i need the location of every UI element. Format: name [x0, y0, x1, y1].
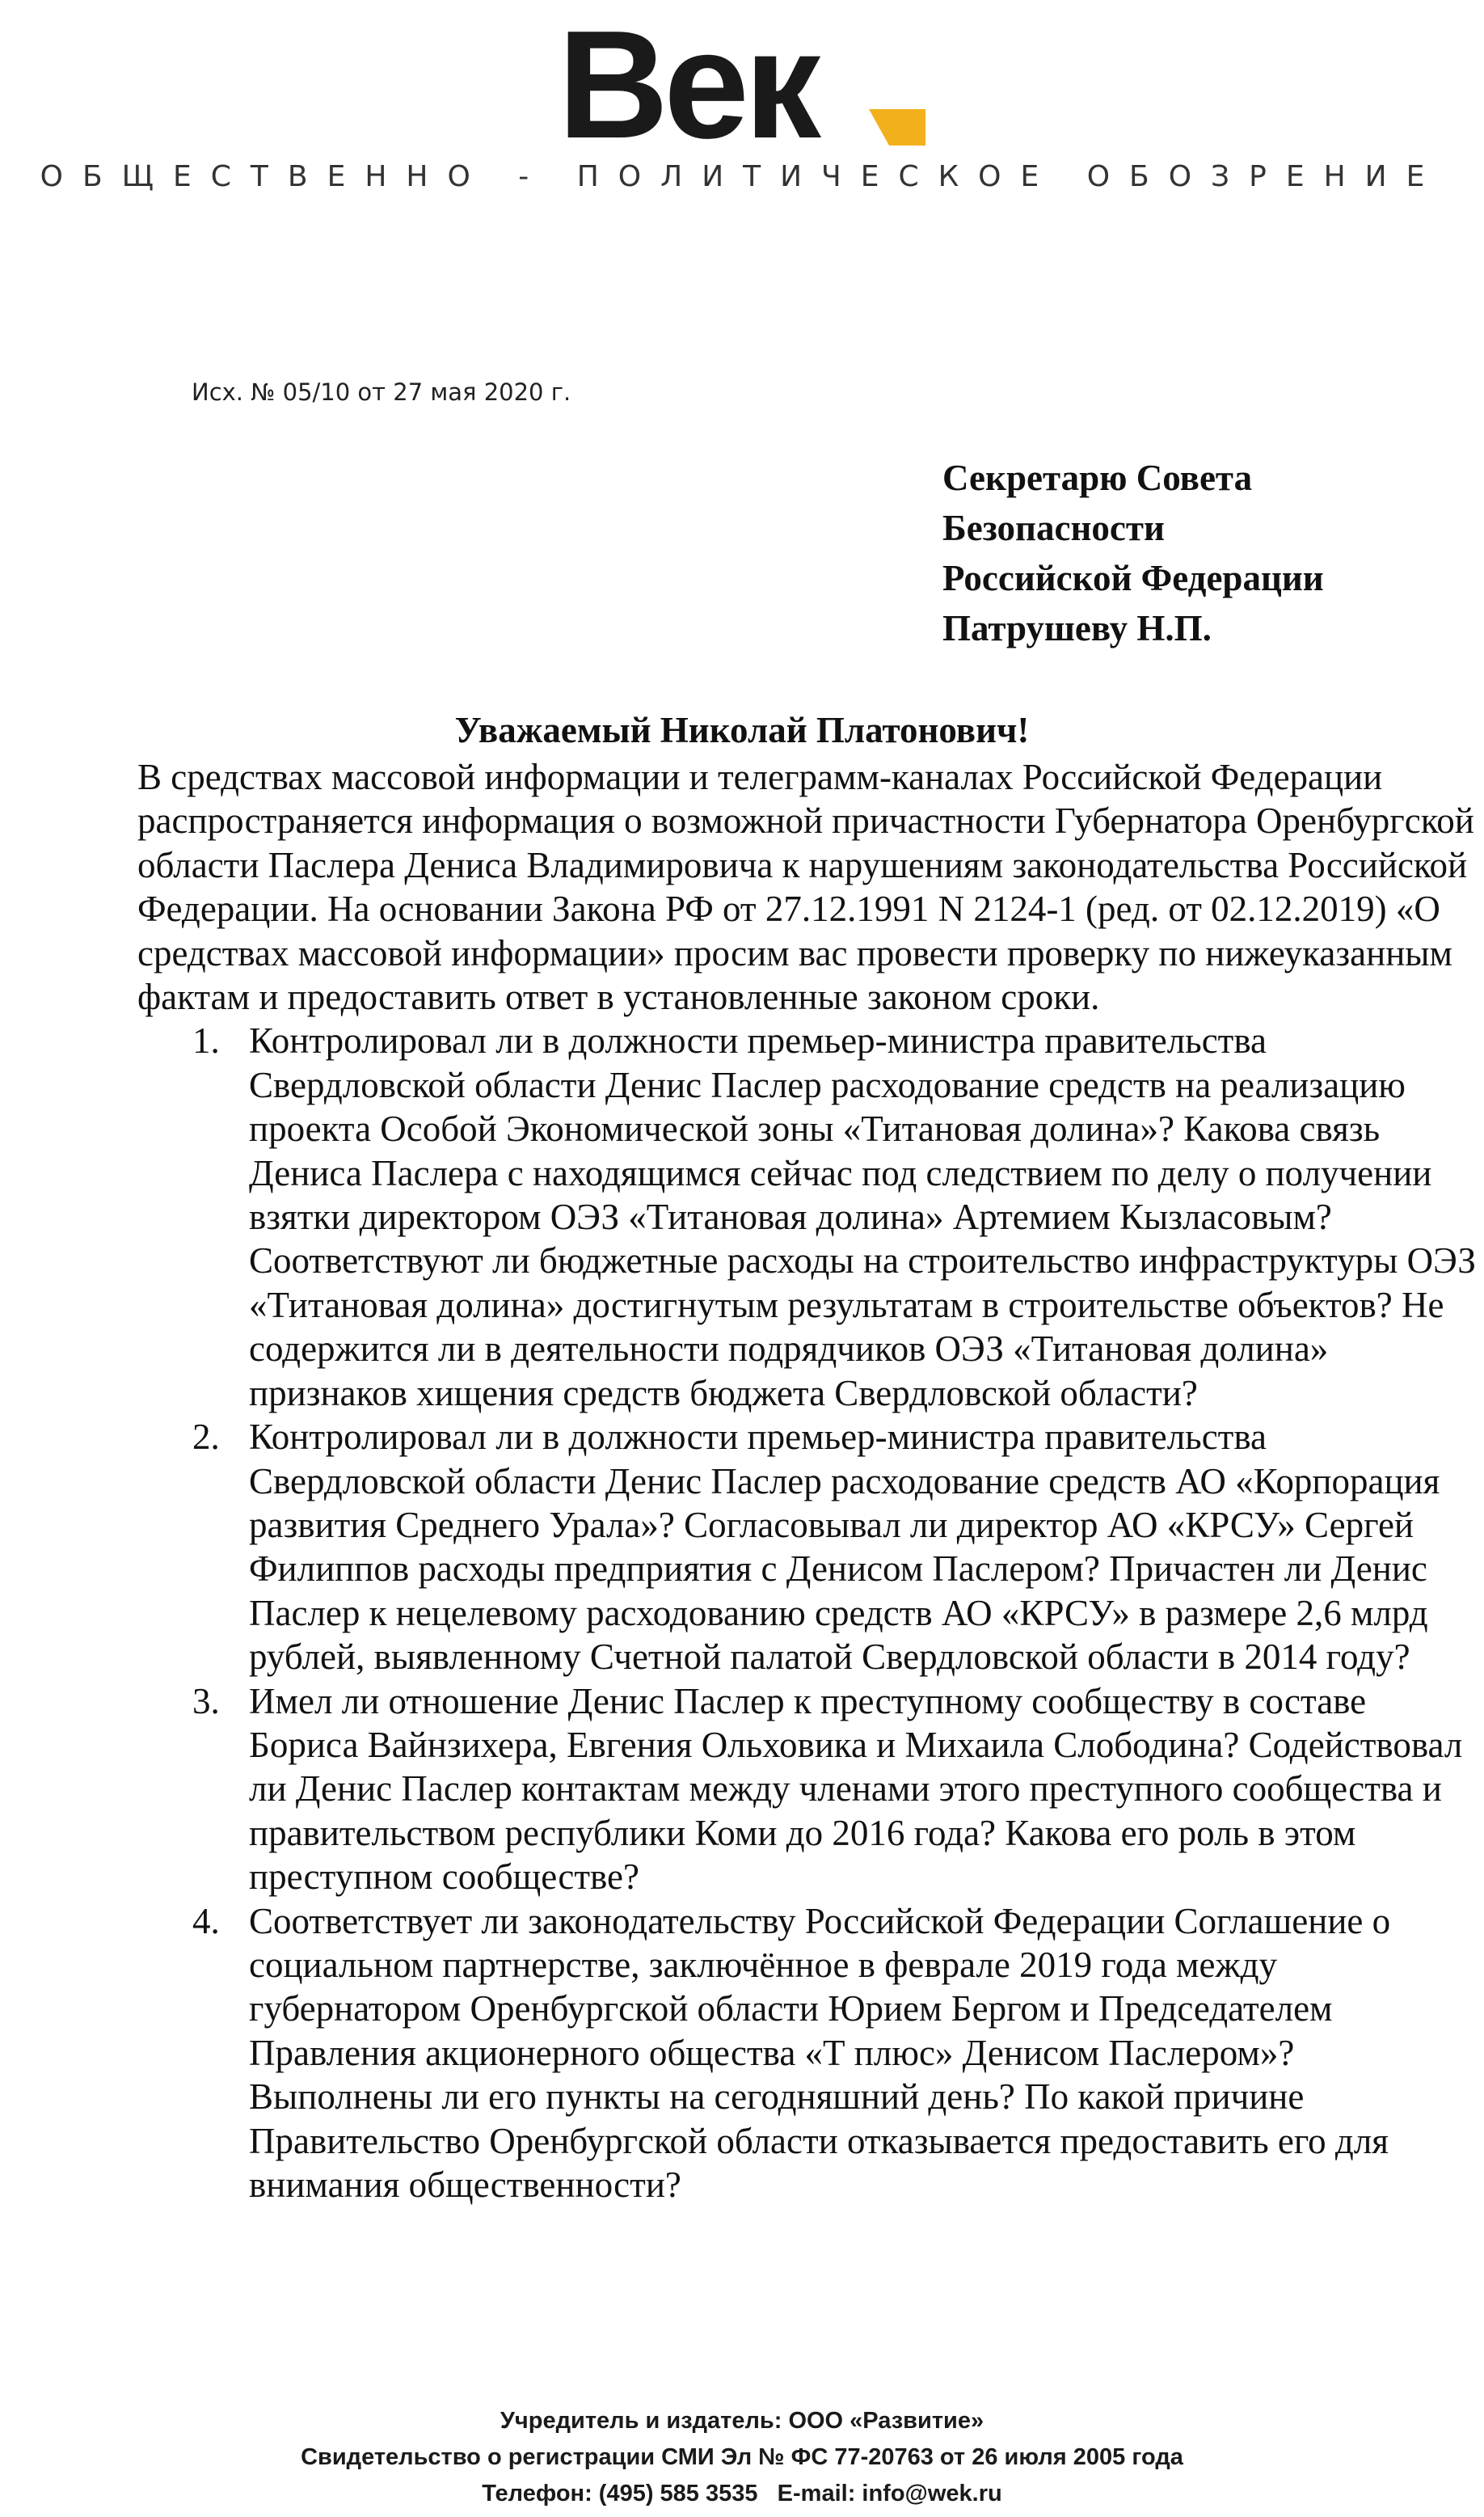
question-item — [137, 1679, 1479, 1899]
question-item — [137, 1899, 1479, 2207]
addressee-line: Безопасности — [942, 508, 1165, 548]
footer-contacts: Телефон: (495) 585 3535 E-mail: info@wek.ru — [482, 2481, 1002, 2506]
addressee-block — [942, 453, 1324, 653]
question-text: Контролировал ли в должности премьер-министра правительства Свердловской области Денис Паслер расходование средств на реализацию проекта Особой Экономической зоны «Титановая долина»? Какова связь Дениса Паслера с находящимся сейчас под следствием по делу о получении взятки директором ОЭЗ «Титановая долина» Артемием Кызласовым? Соответствуют ли бюджетные расходы на строительство инфраструктуры ОЭЗ «Титановая долина» достигнутым результатам в строительстве объектов? Не содержится ли в деятельности подрядчиков ОЭЗ «Титановая долина» признаков хищения средств бюджета Свердловской области? — [249, 1020, 1476, 1413]
question-text: Контролировал ли в должности премьер-министра правительства Свердловской области Денис Паслер расходование средств АО «Корпорация развития Среднего Урала»? Согласовывал ли директор АО «КРСУ» Сергей Филиппов расходы предприятия с Денисом Паслером? Причастен ли Денис Паслер к нецелевому расходованию средств АО «КРСУ» в размере 2,6 млрд рублей, выявленному Счетной палатой Свердловской области в 2014 году? — [249, 1417, 1440, 1678]
footer-registration: Свидетельство о регистрации СМИ Эл № ФС 77-20763 от 26 июля 2005 года — [301, 2444, 1183, 2470]
addressee-line: Патрушеву Н.П. — [942, 608, 1212, 648]
logo-text: Век — [558, 16, 816, 150]
letterhead — [0, 0, 1484, 202]
footer-publisher: Учредитель и издатель: ООО «Развитие» — [500, 2408, 984, 2434]
question-number: 1. — [192, 1020, 220, 1062]
footer — [0, 2403, 1484, 2512]
question-item — [137, 1019, 1479, 1415]
addressee-line: Секретарю Совета — [942, 458, 1253, 498]
question-number: 4. — [192, 1900, 220, 1941]
question-item — [137, 1415, 1479, 1679]
logo — [558, 16, 930, 150]
question-text: Имел ли отношение Денис Паслер к преступному сообществу в составе Бориса Вайнзихера, Евгения Ольховика и Михаила Слободина? Содействовал ли Денис Паслер контактам между членами этого преступного сообщества и правительством республики Коми до 2016 года? Какова его роль в этом преступном сообществе? — [249, 1680, 1463, 1898]
outgoing-number: Исх. № 05/10 от 27 мая 2020 г. — [192, 378, 571, 406]
salutation: Уважаемый Николай Платонович! — [454, 710, 1030, 750]
questions-list — [137, 1019, 1479, 2207]
addressee-line: Российской Федерации — [942, 558, 1324, 598]
question-text: Соответствует ли законодательству Российской Федерации Соглашение о социальном партнерстве, заключённое в феврале 2019 года между губернатором Оренбургской области Юрием Бергом и Председателем Правления акционерного общества «Т плюс» Денисом Паслером»? Выполнены ли его пункты на сегодняшний день? По какой причине Правительство Оренбургской области отказывается предоставить его для внимания общественности? — [249, 1900, 1391, 2205]
logo-accent-triangle — [869, 109, 925, 146]
tagline: ОБЩЕСТВЕННО - ПОЛИТИЧЕСКОЕ ОБОЗРЕНИЕ — [40, 160, 1444, 193]
letter-body — [137, 755, 1479, 2207]
question-number: 2. — [192, 1417, 220, 1458]
intro-paragraph: В средствах массовой информации и телеграмм-каналах Российской Федерации распространяется информация о возможной причастности Губернатора Оренбургской области Паслера Дениса Владимировича к нарушениям законодательства Российской Федерации. На основании Закона РФ от 27.12.1991 N 2124-1 (ред. от 02.12.2019) «О средствах массовой информации» просим вас провести проверку по нижеуказанным фактам и предоставить ответ в установленные законом сроки. — [137, 757, 1474, 1018]
question-number: 3. — [192, 1680, 220, 1721]
